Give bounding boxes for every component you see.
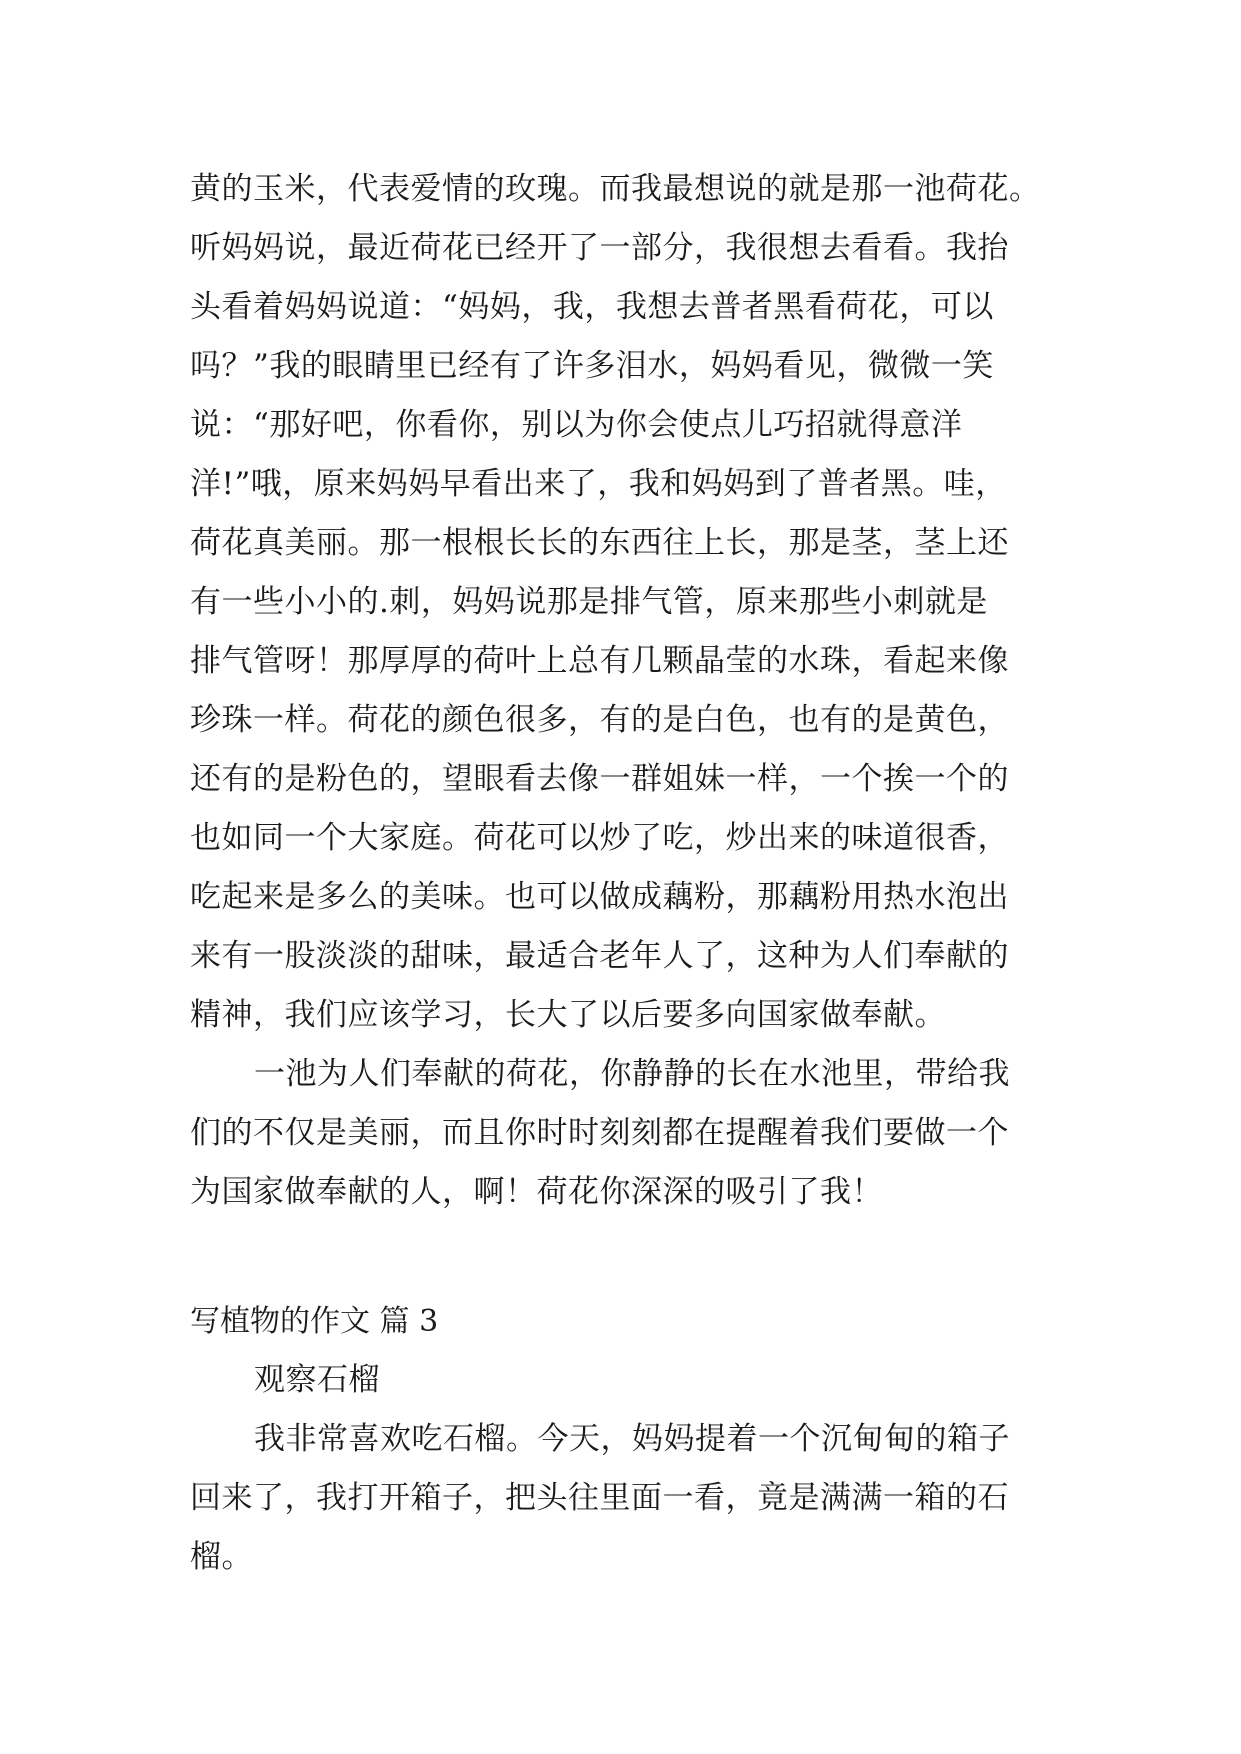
text-line: 们的不仅是美丽，而且你时时刻刻都在提醒着我们要做一个: [190, 1115, 1009, 1151]
text-line: 黄的玉米，代表爱情的玫瑰。而我最想说的就是那一池荷花。: [190, 171, 1041, 207]
text-line: 来有一股淡淡的甜味，最适合老年人了，这种为人们奉献的: [190, 938, 1009, 974]
document-body: [190, 160, 1060, 1587]
text-line: 吗？”我的眼睛里已经有了许多泪水，妈妈看见，微微一笑: [190, 348, 994, 384]
section-spacer: [190, 1222, 1060, 1292]
text-line: 回来了，我打开箱子，把头往里面一看，竟是满满一箱的石: [190, 1480, 1009, 1516]
paragraph-first-line: 我非常喜欢吃石榴。今天，妈妈提着一个沉甸甸的箱子: [254, 1421, 1010, 1457]
text-line: 精神，我们应该学习，长大了以后要多向国家做奉献。: [190, 997, 946, 1033]
text-line: 吃起来是多么的美味。也可以做成藕粉，那藕粉用热水泡出: [190, 879, 1009, 915]
text-line: 也如同一个大家庭。荷花可以炒了吃，炒出来的味道很香，: [190, 820, 1009, 856]
section-heading: 写植物的作文 篇 3: [190, 1304, 439, 1339]
text-line: 说：“那好吧，你看你，别以为你会使点儿巧招就得意洋: [190, 407, 963, 443]
text-line: 有一些小小的.刺，妈妈说那是排气管，原来那些小刺就是: [190, 584, 988, 620]
text-line: 听妈妈说，最近荷花已经开了一部分，我很想去看看。我抬: [190, 230, 1009, 266]
text-line: 为国家做奉献的人，啊！荷花你深深的吸引了我！: [190, 1174, 883, 1210]
text-line: 头看着妈妈说道：“妈妈，我，我想去普者黑看荷花，可以: [190, 289, 994, 325]
text-line: 榴。: [190, 1539, 253, 1575]
paragraph-first-line: 一池为人们奉献的荷花，你静静的长在水池里，带给我: [254, 1056, 1010, 1092]
text-line: 荷花真美丽。那一根根长长的东西往上长，那是茎，茎上还: [190, 525, 1009, 561]
text-line: 排气管呀！那厚厚的荷叶上总有几颗晶莹的水珠，看起来像: [190, 643, 1009, 679]
text-line: 珍珠一样。荷花的颜色很多，有的是白色，也有的是黄色，: [190, 702, 1009, 738]
essay-title: 观察石榴: [254, 1362, 380, 1398]
text-line: 洋!”哦，原来妈妈早看出来了，我和妈妈到了普者黑。哇，: [190, 466, 1007, 502]
text-line: 还有的是粉色的，望眼看去像一群姐妹一样，一个挨一个的: [190, 761, 1009, 797]
